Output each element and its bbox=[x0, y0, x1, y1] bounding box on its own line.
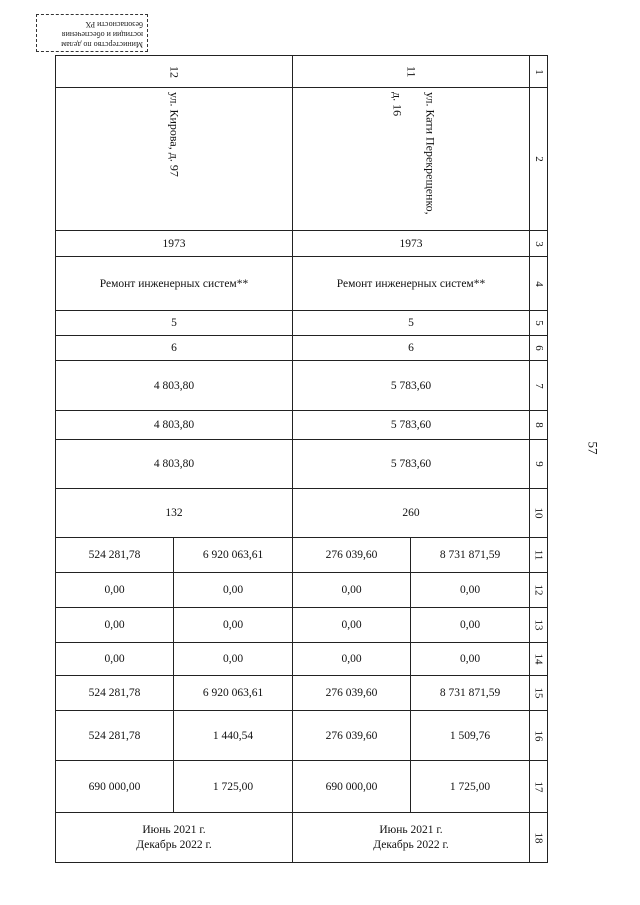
table-cell: 5 bbox=[293, 311, 530, 336]
row-number: 9 bbox=[530, 440, 548, 489]
table-row bbox=[56, 336, 548, 361]
table-row bbox=[56, 608, 548, 643]
table-row bbox=[56, 361, 548, 411]
table-row bbox=[56, 643, 548, 676]
table-row bbox=[56, 56, 548, 88]
table-cell: 0,00 bbox=[293, 608, 411, 643]
table-cell: 0,00 bbox=[411, 643, 530, 676]
table-row bbox=[56, 676, 548, 711]
address: ул. Кирова, д. 97 bbox=[167, 92, 182, 177]
table-cell: 6 920 063,61 bbox=[174, 538, 293, 573]
table-cell: 0,00 bbox=[174, 608, 293, 643]
repair-type-cell: Ремонт инженерных систем** bbox=[56, 257, 293, 311]
row-number: 1 bbox=[530, 56, 548, 88]
year-cell: 1973 bbox=[56, 231, 293, 257]
address-line: ул. Кати Перекрещенко, bbox=[423, 92, 438, 215]
address-cell bbox=[293, 88, 530, 231]
table-row bbox=[56, 813, 548, 863]
table-cell: 5 783,60 bbox=[293, 411, 530, 440]
table-row bbox=[56, 88, 548, 231]
period-start: Июнь 2021 г. bbox=[379, 823, 443, 836]
row-number: 2 bbox=[530, 88, 548, 231]
table-row bbox=[56, 573, 548, 608]
table-row bbox=[56, 311, 548, 336]
row-number: 12 bbox=[530, 573, 548, 608]
table-cell: 524 281,78 bbox=[56, 538, 174, 573]
table-cell: 6 bbox=[293, 336, 530, 361]
period-end: Декабрь 2022 г. bbox=[136, 838, 212, 851]
row-number: 14 bbox=[530, 643, 548, 676]
row-number: 4 bbox=[530, 257, 548, 311]
address-cell bbox=[56, 88, 293, 231]
table-row bbox=[56, 489, 548, 538]
table-cell: 4 803,80 bbox=[56, 361, 293, 411]
stamp-line: Министерство по делам bbox=[61, 40, 143, 49]
row-number: 8 bbox=[530, 411, 548, 440]
row-number: 3 bbox=[530, 231, 548, 257]
table-row bbox=[56, 257, 548, 311]
table-cell: 6 920 063,61 bbox=[174, 676, 293, 711]
period-end: Декабрь 2022 г. bbox=[373, 838, 449, 851]
year-cell: 1973 bbox=[293, 231, 530, 257]
table-cell: 0,00 bbox=[56, 608, 174, 643]
row-number: 15 bbox=[530, 676, 548, 711]
object-number: 12 bbox=[167, 66, 182, 78]
table-cell: 4 803,80 bbox=[56, 440, 293, 489]
period-cell bbox=[293, 813, 530, 863]
row-number: 11 bbox=[530, 538, 548, 573]
row-number: 13 bbox=[530, 608, 548, 643]
table-row bbox=[56, 231, 548, 257]
table-cell: 0,00 bbox=[56, 643, 174, 676]
table-cell: 524 281,78 bbox=[56, 676, 174, 711]
table-cell: 0,00 bbox=[411, 608, 530, 643]
table-cell: 276 039,60 bbox=[293, 676, 411, 711]
table-cell: 0,00 bbox=[293, 643, 411, 676]
table-cell: 1 725,00 bbox=[411, 761, 530, 813]
table-cell: 8 731 871,59 bbox=[411, 676, 530, 711]
row-number: 5 bbox=[530, 311, 548, 336]
table-cell: 1 509,76 bbox=[411, 711, 530, 761]
period-cell bbox=[56, 813, 293, 863]
table-cell: 690 000,00 bbox=[293, 761, 411, 813]
registration-stamp bbox=[36, 14, 148, 52]
table-cell: 0,00 bbox=[56, 573, 174, 608]
row-number: 17 bbox=[530, 761, 548, 813]
repair-type-cell: Ремонт инженерных систем** bbox=[293, 257, 530, 311]
table-row bbox=[56, 411, 548, 440]
table-cell: 5 783,60 bbox=[293, 440, 530, 489]
table-cell: 0,00 bbox=[174, 573, 293, 608]
table-cell: 1 725,00 bbox=[174, 761, 293, 813]
stamp-line: безопасности РХ bbox=[85, 20, 143, 29]
table-cell: 8 731 871,59 bbox=[411, 538, 530, 573]
table-cell: 0,00 bbox=[293, 573, 411, 608]
table-cell: 276 039,60 bbox=[293, 711, 411, 761]
table-cell: 6 bbox=[56, 336, 293, 361]
page-number: 57 bbox=[585, 441, 601, 455]
repair-program-table bbox=[55, 55, 548, 863]
table-cell: 276 039,60 bbox=[293, 538, 411, 573]
table-cell: 690 000,00 bbox=[56, 761, 174, 813]
table-cell: 5 bbox=[56, 311, 293, 336]
table-cell: 5 783,60 bbox=[293, 361, 530, 411]
table-cell: 132 bbox=[56, 489, 293, 538]
row-number: 7 bbox=[530, 361, 548, 411]
table-row bbox=[56, 538, 548, 573]
object-number: 11 bbox=[404, 66, 419, 78]
row-number: 16 bbox=[530, 711, 548, 761]
address-line: д. 16 bbox=[390, 92, 405, 117]
object-number-cell bbox=[56, 56, 293, 88]
table-cell: 1 440,54 bbox=[174, 711, 293, 761]
table-row bbox=[56, 711, 548, 761]
table-row bbox=[56, 761, 548, 813]
row-number: 6 bbox=[530, 336, 548, 361]
table-cell: 524 281,78 bbox=[56, 711, 174, 761]
table-cell: 0,00 bbox=[411, 573, 530, 608]
row-number: 18 bbox=[530, 813, 548, 863]
row-number: 10 bbox=[530, 489, 548, 538]
table-row bbox=[56, 440, 548, 489]
object-number-cell bbox=[293, 56, 530, 88]
table-cell: 0,00 bbox=[174, 643, 293, 676]
table-cell: 4 803,80 bbox=[56, 411, 293, 440]
period-start: Июнь 2021 г. bbox=[142, 823, 206, 836]
table-cell: 260 bbox=[293, 489, 530, 538]
stamp-line: юстиции и обеспечения bbox=[61, 30, 143, 39]
